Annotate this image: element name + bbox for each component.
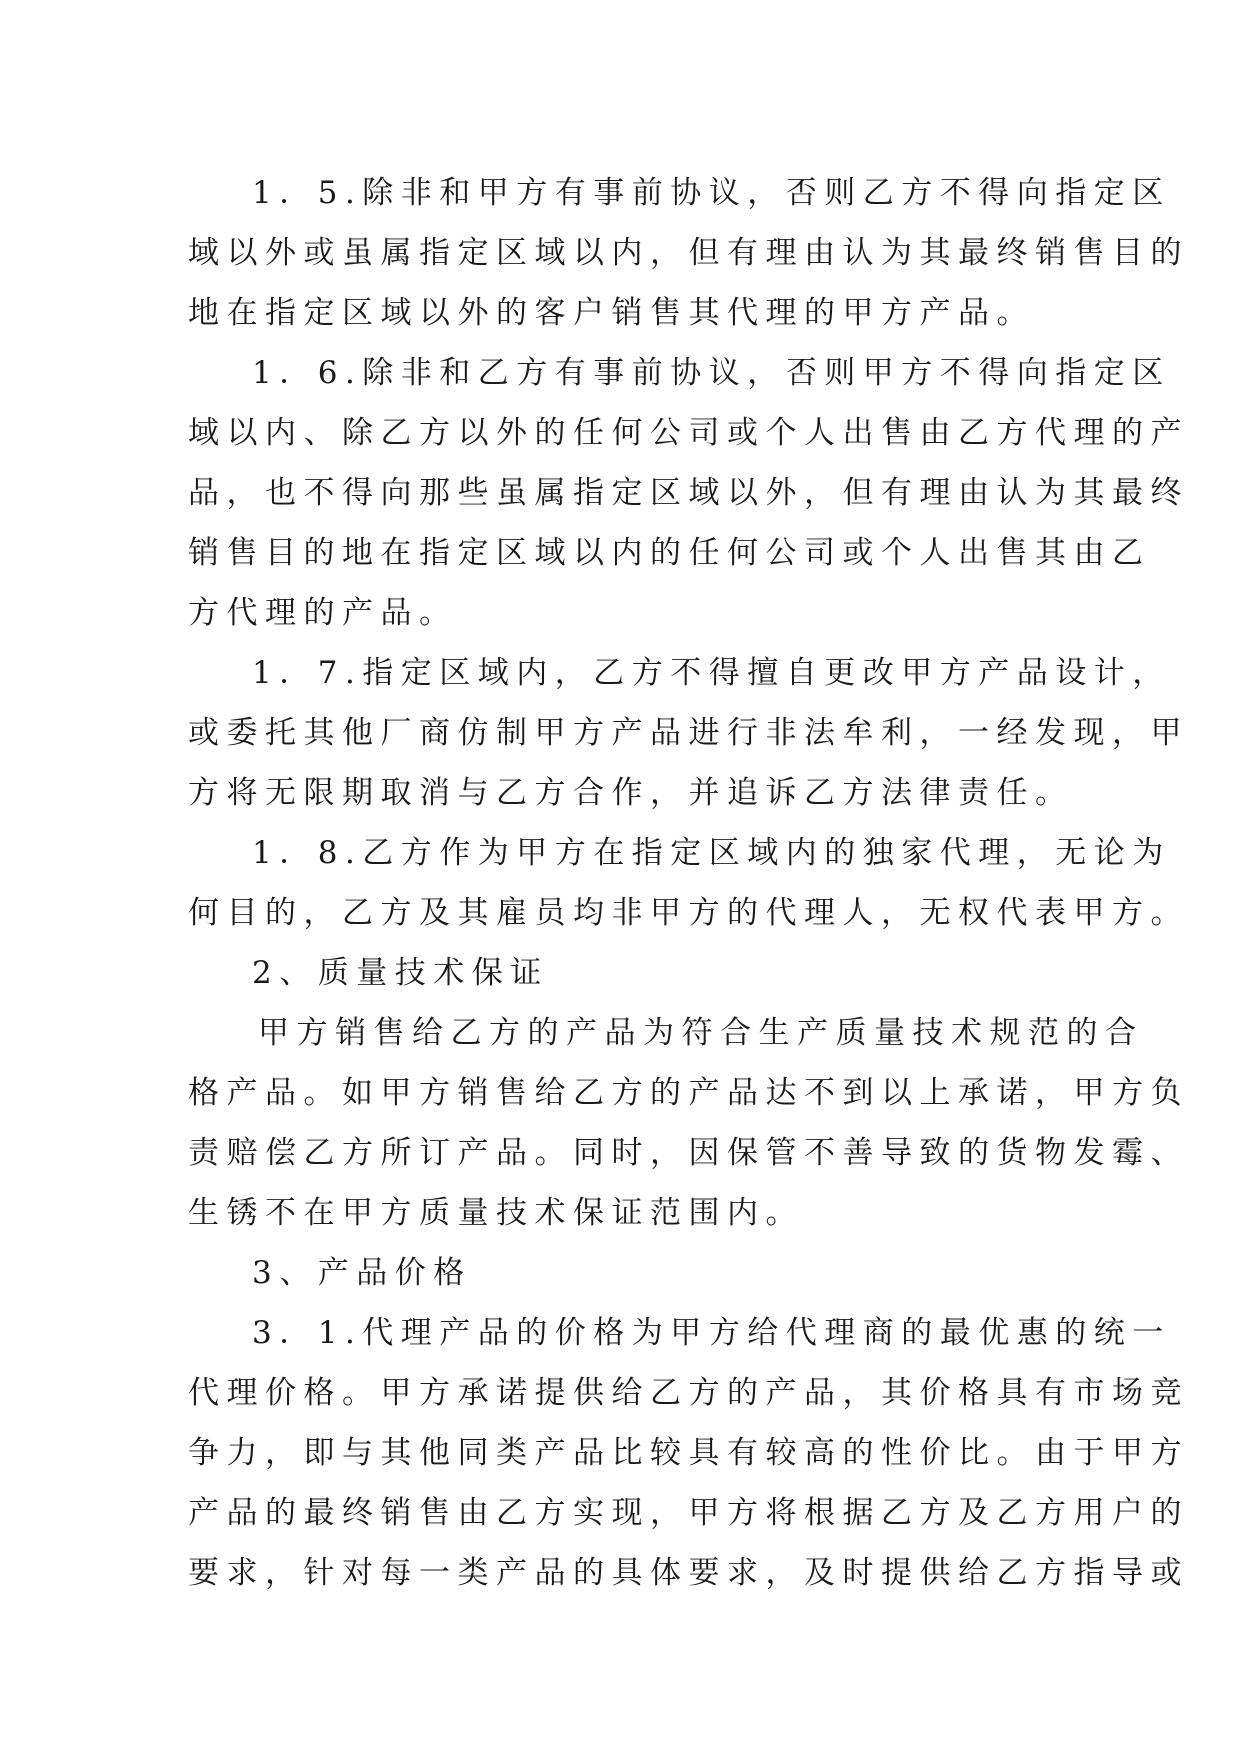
text-line: 品，也不得向那些虽属指定区域以外，但有理由认为其最终 <box>188 475 1189 511</box>
text-line: 1．8.乙方作为甲方在指定区域内的独家代理，无论为 <box>252 835 1171 871</box>
text-line: 3．1.代理产品的价格为甲方给代理商的最优惠的统一 <box>252 1315 1171 1351</box>
section-heading: 2、质量技术保证 <box>252 955 549 991</box>
text-line: 要求，针对每一类产品的具体要求，及时提供给乙方指导或 <box>188 1555 1189 1591</box>
text-line: 甲方销售给乙方的产品为符合生产质量技术规范的合 <box>258 1015 1144 1051</box>
text-line: 域以内、除乙方以外的任何公司或个人出售由乙方代理的产 <box>188 415 1189 451</box>
text-line: 地在指定区域以外的客户销售其代理的甲方产品。 <box>188 295 1035 331</box>
section-heading: 3、产品价格 <box>252 1255 472 1291</box>
text-line: 1．6.除非和乙方有事前协议，否则甲方不得向指定区 <box>252 355 1171 391</box>
text-line: 方代理的产品。 <box>188 595 458 631</box>
text-line: 产品的最终销售由乙方实现，甲方将根据乙方及乙方用户的 <box>188 1495 1189 1531</box>
text-line: 或委托其他厂商仿制甲方产品进行非法牟利，一经发现，甲 <box>188 715 1189 751</box>
text-line: 责赔偿乙方所订产品。同时，因保管不善导致的货物发霉、 <box>188 1135 1189 1171</box>
document-body <box>188 163 1189 1603</box>
text-line: 格产品。如甲方销售给乙方的产品达不到以上承诺，甲方负 <box>188 1075 1189 1111</box>
text-line: 销售目的地在指定区域以内的任何公司或个人出售其由乙 <box>188 535 1151 571</box>
text-line: 1．7.指定区域内，乙方不得擅自更改甲方产品设计， <box>252 655 1171 691</box>
text-line: 代理价格。甲方承诺提供给乙方的产品，其价格具有市场竞 <box>188 1375 1189 1411</box>
text-line: 生锈不在甲方质量技术保证范围内。 <box>188 1195 804 1231</box>
text-line: 争力，即与其他同类产品比较具有较高的性价比。由于甲方 <box>188 1435 1189 1471</box>
text-line: 域以外或虽属指定区域以内，但有理由认为其最终销售目的 <box>188 235 1189 271</box>
text-line: 何目的，乙方及其雇员均非甲方的代理人，无权代表甲方。 <box>188 895 1189 931</box>
text-line: 方将无限期取消与乙方合作，并追诉乙方法律责任。 <box>188 775 1074 811</box>
text-line: 1．5.除非和甲方有事前协议，否则乙方不得向指定区 <box>252 175 1171 211</box>
